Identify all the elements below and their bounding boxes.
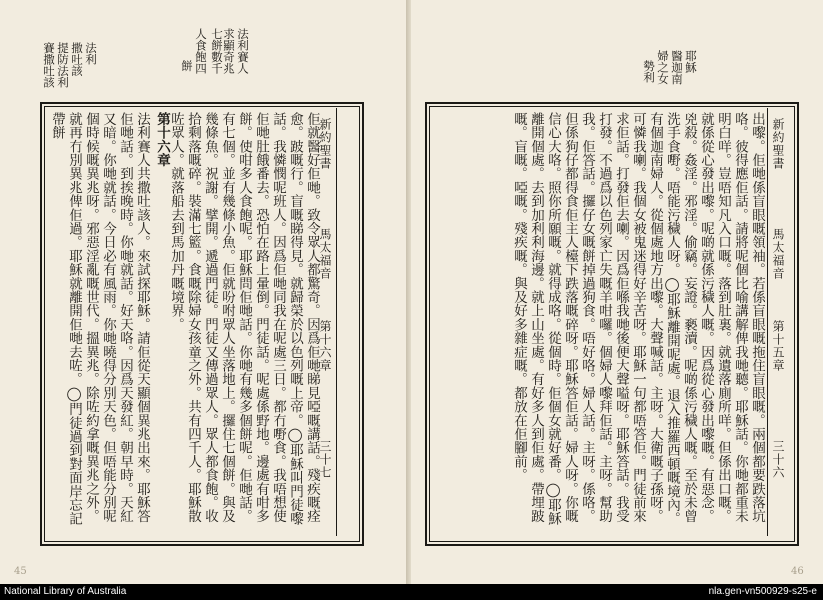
margin-note: 法利 [84, 42, 98, 65]
margin-note: 法利賽人 [236, 28, 250, 74]
header-rule [767, 108, 768, 536]
chapter-heading: 第十六章 [154, 112, 170, 167]
margin-note: 婦之女 [656, 50, 670, 85]
page-number: 三十六 [771, 440, 785, 479]
footer-identifier: nla.gen-vn500929-s25-e [708, 586, 817, 597]
header-book: 馬太福音 [771, 228, 785, 280]
faded-margin-text [16, 60, 28, 140]
header-book: 馬太福音 [318, 228, 332, 280]
header-title: 新約聖書 [771, 118, 785, 170]
body-text: 出嚟。佢哋係盲眼嘅領袖。若係盲眼嘅拖住盲眼嘅。兩個都要跌落坑咯。彼得應佢話。請將呢個比喻講解俾我哋聽。耶穌話。你哋都重未明白咩。豈唔知凡入口嘅。落到肚裏。就遺落廁所咩。但係出口嘅。就係從心發出嚟。呢啲就係污穢人嘅。因爲從心發出嚟嘅。有惡念。兇殺。姦淫。邪淫。偷竊。妄證。褻瀆。呢啲係污穢人嘅。至於未曾洗手食嘢。唔能污穢人呀。◯耶穌離開呢處。退入推羅西頓嘅境內。有個迦南婦人。從個處地方出嚟。大聲喊話。主呀。大衛嘅子孫呀。可憐我喇。我個女被鬼迷得好辛苦呀。耶穌一句都唔答佢。門徒前來求佢話。打發佢去喇。因爲佢喺我哋後便大聲嗌呀。耶穌答話。我受打發。不過爲以色列家亡失嘅羊咁囉。個婦人嚟拜佢話。主呀。幫助我。佢答話。攞仔女嘅餅掉過狗食。唔好咯。婦人話。主呀。係咯。但係狗仔都得食佢主人檯下跌落嘅碎呀。耶穌答佢話。婦人呀。你嘅信心大咯。照你所願嘅。就得成咯。從個時。佢個女就好番。◯耶穌離開個處。去到加利利海邊。就上山坐處。有好多人到佢處。帶埋跛嘅。盲嘅。啞嘅。殘疾嘅。與及好多雜症嘅。都放在佢腳前。 [511, 112, 765, 526]
right-page [411, 0, 823, 584]
header-rule [336, 108, 337, 536]
margin-note: 餅 [180, 60, 194, 72]
margin-note: 賽撒吐該 [42, 42, 56, 88]
body-text-continued: 法利賽人共撒吐該人。來試探耶穌。請佢從天顯個異兆出來。耶穌答佢哋話。到挨晚時。你哋就話。好天咯。因爲天發紅。朝早時。天紅又暗。你哋就話。今日必有風雨。你哋曉得分別天色。但唔能分別呢個時候嘅異兆呀。邪惡淫亂嘅世代。搵異兆。除咗約拿嘅異兆之外。就再冇別異兆俾佢過。耶穌就離開佢哋去咗。◯門徒過到對面岸忘記帶餅 [49, 112, 150, 526]
header-chapter: 第十五章 [771, 320, 785, 372]
margin-note: 耶穌 [684, 50, 698, 73]
page-mark: 45 [14, 566, 27, 577]
body-text: 佢就醫好佢哋。致令眾人都驚奇。因爲佢哋睇見啞嘅講話。殘疾嘅痊愈。跛嘅行。盲嘅睇得見。就歸榮於以色列嘅上帝。◯耶穌叫門徒嚟話。我憐憫呢班人。因爲佢哋同我在呢處三日。都冇嘢食。我唔想使佢哋肚餓番去。恐怕在路上暈倒。門徒話。呢處係野地。邊處有咁多餅。使咁多人食飽呢。耶穌問佢哋話。你哋有幾多個餅呢。佢哋話。有七個。並有幾條小魚。佢就吩咐眾人坐落地上。攞住七個餅。與及幾條魚。祝謝。擘開。遞過門徒。門徒又傳過眾人。眾人都食飽。收拾剩落嘅碎。裝滿七籃。食嘅除婦女孩童之外。共有四千人。耶穌散咗眾人。就落船去到馬加丹嘅境界。 [168, 112, 320, 526]
margin-note: 求顯奇兆 [222, 28, 236, 74]
margin-note: 撒吐該 [70, 42, 84, 77]
header-chapter: 第十六章 [318, 320, 332, 372]
page-mark: 46 [791, 566, 804, 577]
margin-note: 七餅數千 [210, 28, 224, 74]
footer-library-name: National Library of Australia [4, 586, 127, 597]
footer-bar [0, 584, 823, 600]
margin-note: 醫迦南 [670, 50, 684, 85]
page-number: 三十七 [318, 440, 332, 479]
margin-note: 人食飽四 [194, 28, 208, 74]
header-title: 新約聖書 [318, 118, 332, 170]
left-page [0, 0, 411, 584]
margin-note: 提防法利 [56, 42, 70, 88]
margin-note: 勢利 [642, 60, 656, 83]
